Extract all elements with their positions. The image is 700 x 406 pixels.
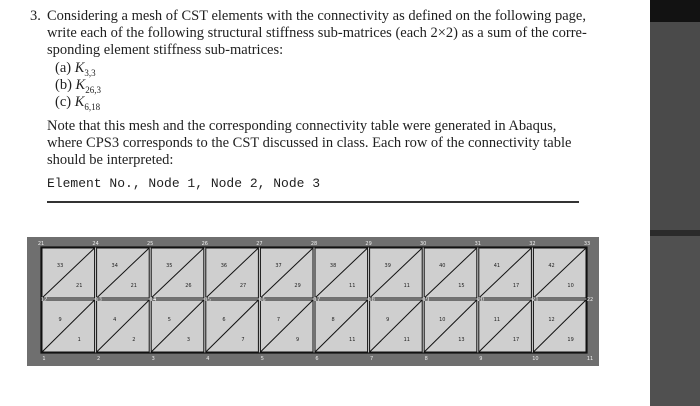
upper-element-label: 21	[130, 283, 138, 289]
divider-rule	[47, 201, 579, 203]
lower-element-label: 9	[386, 317, 390, 323]
top-node-label: 30	[420, 241, 427, 247]
part-b-matrix: K	[75, 77, 86, 93]
lower-element-label: 7	[241, 337, 245, 343]
mid-node-label: 20	[477, 297, 484, 303]
bottom-node-label: 7	[370, 356, 374, 362]
mid-node-label: 21	[532, 297, 539, 303]
lower-element-label: 8	[331, 317, 335, 323]
top-node-label: 33	[583, 241, 591, 247]
mid-node-label: 16	[259, 297, 266, 303]
lower-element-label: 10	[439, 317, 446, 323]
note-line-3: should be interpreted:	[47, 152, 174, 168]
lower-element-label: 1	[77, 337, 81, 343]
upper-element-label: 40	[439, 263, 446, 269]
upper-element-label: 35	[166, 263, 173, 269]
part-b-sub: 26,3	[85, 84, 101, 95]
side-panel	[650, 0, 700, 406]
upper-element-label: 39	[384, 263, 391, 269]
bottom-node-label: 9	[479, 356, 483, 362]
upper-element-label: 38	[329, 263, 337, 269]
bottom-node-label: 5	[260, 356, 264, 362]
upper-element-label: 15	[458, 283, 465, 289]
mid-node-label: 12	[40, 297, 48, 303]
lower-element-label: 3	[186, 337, 191, 343]
part-c	[55, 94, 100, 112]
bottom-node-label: 4	[206, 356, 210, 362]
part-b	[55, 77, 101, 95]
top-node-label: 32	[529, 241, 536, 247]
top-node-label: 26	[201, 241, 208, 247]
upper-element-label: 27	[239, 283, 247, 289]
top-node-label: 31	[474, 241, 481, 247]
mid-node-label: 13	[95, 297, 102, 303]
intro-line-1: Considering a mesh of CST elements with the connectivity as defined on the following page,	[47, 8, 586, 24]
bottom-node-label: 10	[532, 356, 539, 362]
lower-element-label: 4	[113, 317, 117, 323]
part-a	[55, 60, 96, 78]
lower-element-label: 11	[349, 337, 356, 343]
mesh-figure	[27, 237, 599, 366]
top-node-label: 28	[310, 241, 318, 247]
bottom-node-label: 1	[42, 356, 46, 362]
mid-node-label: 14	[150, 297, 157, 303]
top-node-label: 25	[147, 241, 154, 247]
top-node-label: 24	[92, 241, 99, 247]
lower-element-label: 11	[403, 337, 411, 343]
lower-element-label: 11	[493, 317, 501, 323]
mid-node-label: 19	[423, 297, 430, 303]
lower-element-label: 7	[276, 317, 281, 323]
part-c-matrix: K	[74, 94, 85, 110]
bottom-node-label: 2	[97, 356, 101, 362]
mid-node-label: 17	[313, 297, 321, 303]
note-line-2: where CPS3 corresponds to the CST discussed in class. Each row of the connectivity table	[47, 135, 572, 151]
upper-element-label: 11	[349, 283, 356, 289]
lower-element-label: 2	[132, 337, 136, 343]
top-node-label: 21	[37, 241, 45, 247]
intro-line-2: write each of the following structural stiffness sub-matrices (each 2×2) as a sum of the corre-	[47, 25, 587, 41]
upper-element-label: 21	[76, 283, 83, 289]
intro-line-3: sponding element stiffness sub-matrices:	[47, 42, 284, 58]
lower-element-label: 17	[512, 337, 520, 343]
note-line-1: Note that this mesh and the corresponding connectivity table were generated in Abaqus,	[47, 118, 557, 134]
connectivity-header: Element No., Node 1, Node 2, Node 3	[47, 176, 321, 191]
bottom-node-label: 6	[315, 356, 319, 362]
part-a-matrix: K	[74, 60, 85, 76]
upper-element-label: 33	[56, 263, 64, 269]
lower-element-label: 13	[458, 337, 465, 343]
upper-element-label: 17	[512, 283, 520, 289]
upper-element-label: 29	[294, 283, 301, 289]
lower-element-label: 9	[58, 317, 62, 323]
top-node-label: 29	[365, 241, 372, 247]
mid-node-label: 22	[586, 297, 594, 303]
part-a-label: (a)	[55, 60, 72, 76]
lower-element-label: 5	[167, 317, 171, 323]
mesh-svg	[27, 237, 599, 366]
lower-element-label: 12	[548, 317, 555, 323]
part-c-label: (c)	[55, 94, 72, 110]
upper-element-label: 41	[493, 263, 501, 269]
mid-node-label: 15	[204, 297, 211, 303]
mid-node-label: 18	[368, 297, 375, 303]
lower-element-label: 6	[222, 317, 226, 323]
problem-number: 3.	[30, 8, 41, 24]
bottom-node-label: 3	[151, 356, 155, 362]
bottom-node-label: 8	[424, 356, 428, 362]
part-a-sub: 3,3	[84, 67, 96, 78]
lower-element-label: 19	[567, 337, 574, 343]
bottom-node-label: 11	[586, 356, 594, 362]
lower-element-label: 9	[296, 337, 300, 343]
top-node-label: 27	[256, 241, 263, 247]
upper-element-label: 36	[220, 263, 228, 269]
upper-element-label: 34	[111, 263, 118, 269]
upper-element-label: 37	[275, 263, 282, 269]
upper-element-label: 10	[567, 283, 574, 289]
part-b-label: (b)	[55, 77, 72, 93]
upper-element-label: 26	[185, 283, 192, 289]
upper-element-label: 42	[548, 263, 555, 269]
part-c-sub: 6,18	[84, 101, 101, 112]
upper-element-label: 11	[403, 283, 411, 289]
